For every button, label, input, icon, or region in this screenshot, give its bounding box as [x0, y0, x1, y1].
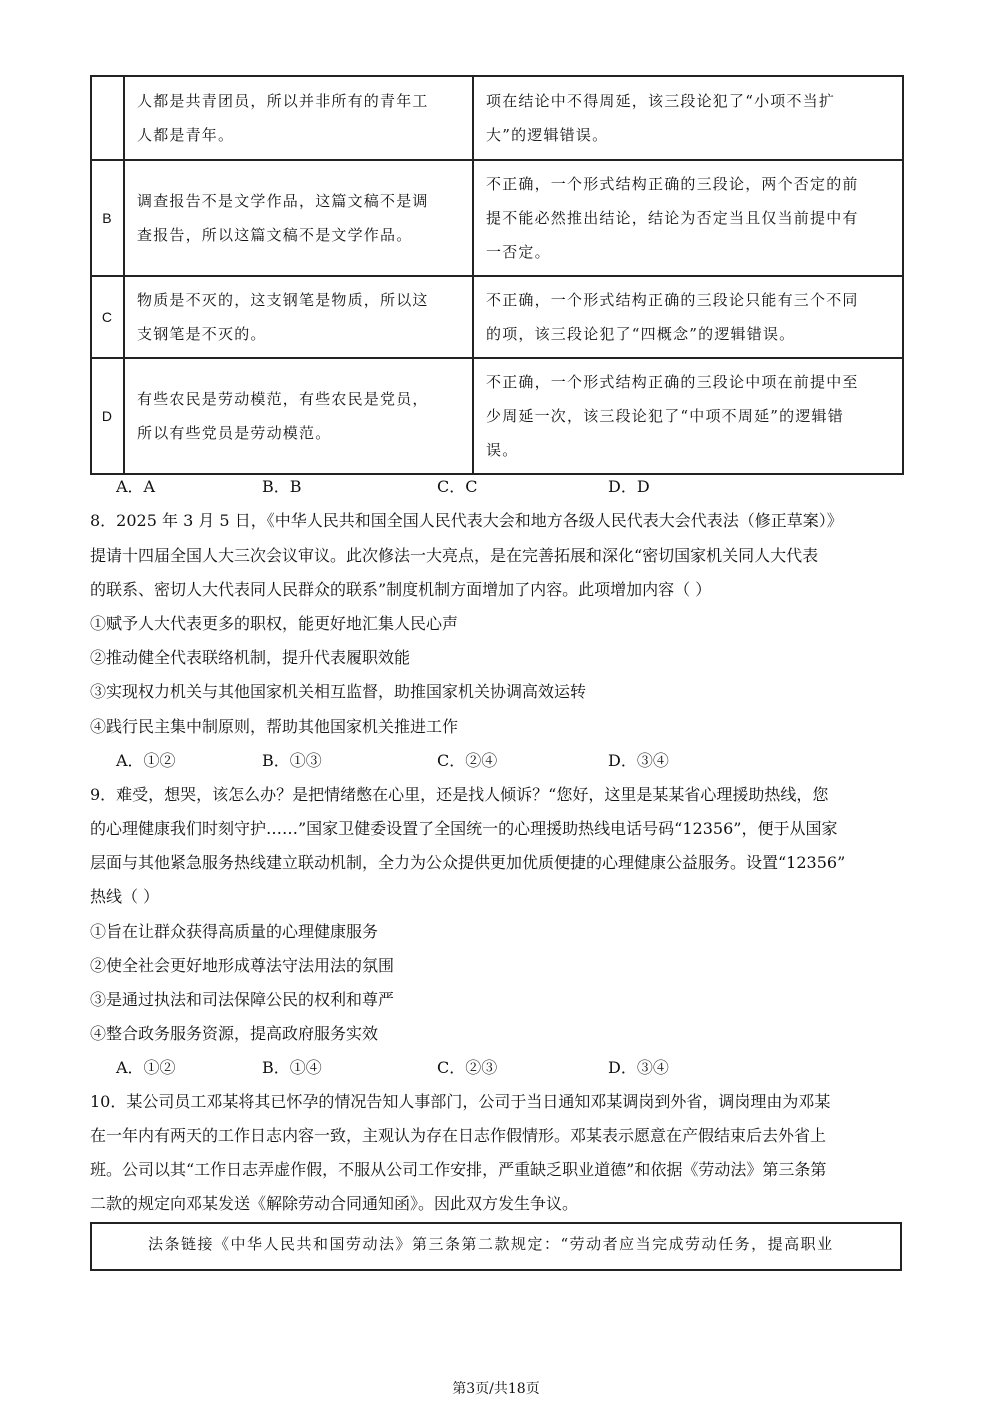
- option-d[interactable]: D．③④: [608, 1058, 669, 1077]
- q9-stem-line: 热线（ ）: [90, 887, 160, 906]
- analysis-line: 不正确，一个形式结构正确的三段论只能有三个不同: [486, 291, 859, 309]
- q9-item: ④整合政务服务资源，提高政府服务实效: [90, 1024, 379, 1043]
- q9-item: ②使全社会更好地形成尊法守法用法的氛围: [90, 956, 395, 975]
- analysis-cell: [473, 160, 903, 276]
- law-link-text: 法条链接《中华人民共和国劳动法》第三条第二款规定：“劳动者应当完成劳动任务，提高职业: [148, 1235, 834, 1253]
- analysis-line: 大”的逻辑错误。: [486, 126, 609, 144]
- argument-line: 人都是青年。: [137, 126, 235, 144]
- analysis-cell: [473, 358, 903, 474]
- row-label: D: [91, 358, 124, 474]
- analysis-line: 不正确，一个形式结构正确的三段论，两个否定的前: [486, 175, 859, 193]
- argument-cell: [124, 76, 473, 160]
- analysis-line: 不正确，一个形式结构正确的三段论中项在前提中至: [486, 373, 859, 391]
- table-row: [91, 358, 903, 474]
- analysis-line: 误。: [486, 441, 519, 459]
- row-label: B: [91, 160, 124, 276]
- row-label: [91, 76, 124, 160]
- analysis-line: 项在结论中不得周延，该三段论犯了“小项不当扩: [486, 92, 836, 110]
- q9-item: ③是通过执法和司法保障公民的权利和尊严: [90, 990, 395, 1009]
- q10-stem-line: 班。公司以其“工作日志弄虚作假，不服从公司工作安排，严重缺乏职业道德”和依据《劳动法》第三条第: [90, 1160, 827, 1179]
- q8-item: ③实现权力机关与其他国家机关相互监督，助推国家机关协调高效运转: [90, 682, 587, 701]
- option-a[interactable]: A．A: [116, 477, 156, 496]
- q9-stem-line: 层面与其他紧急服务热线建立联动机制，全力为公众提供更加优质便捷的心理健康公益服务。设置“12356”: [90, 853, 846, 872]
- option-a[interactable]: A．①②: [116, 751, 176, 770]
- q9-stem-line: 的心理健康我们时刻守护……”国家卫健委设置了全国统一的心理援助热线电话号码“12356”，便于从国家: [90, 819, 838, 838]
- option-b[interactable]: B．①③: [262, 751, 322, 770]
- analysis-line: 一否定。: [486, 243, 551, 261]
- option-c[interactable]: C．②③: [437, 1058, 498, 1077]
- q8-item: ④践行民主集中制原则，帮助其他国家机关推进工作: [90, 717, 459, 736]
- option-c[interactable]: C．②④: [437, 751, 498, 770]
- argument-cell: [124, 276, 473, 358]
- law-link-box: [90, 1222, 902, 1271]
- q9-item: ①旨在让群众获得高质量的心理健康服务: [90, 922, 379, 941]
- argument-line: 人都是共青团员，所以并非所有的青年工: [137, 92, 429, 110]
- q8-item: ①赋予人大代表更多的职权，能更好地汇集人民心声: [90, 614, 459, 633]
- argument-cell: [124, 358, 473, 474]
- argument-line: 所以有些党员是劳动模范。: [137, 424, 332, 442]
- q8-stem-line: 提请十四届全国人大三次会议审议。此次修法一大亮点，是在完善拓展和深化“密切国家机关同人大代表: [90, 546, 819, 565]
- q8-stem-line: 的联系、密切人大代表同人民群众的联系”制度机制方面增加了内容。此项增加内容（ ）: [90, 580, 712, 599]
- table-row: [91, 276, 903, 358]
- argument-line: 调查报告不是文学作品，这篇文稿不是调: [137, 192, 429, 210]
- q8-item: ②推动健全代表联络机制，提升代表履职效能: [90, 648, 411, 667]
- page-number: 第3页/共18页: [452, 1381, 540, 1397]
- option-c[interactable]: C．C: [437, 477, 478, 496]
- q10-stem-line: 10．某公司员工邓某将其已怀孕的情况告知人事部门，公司于当日通知邓某调岗到外省，调岗理由为邓某: [90, 1092, 831, 1111]
- analysis-line: 提不能必然推出结论，结论为否定当且仅当前提中有: [486, 209, 859, 227]
- q9-stem-line: 9．难受，想哭，该怎么办？是把情绪憋在心里，还是找人倾诉？“您好，这里是某某省心理援助热线，您: [90, 785, 829, 804]
- table-row: [91, 160, 903, 276]
- option-d[interactable]: D．③④: [608, 751, 669, 770]
- analysis-line: 少周延一次，该三段论犯了“中项不周延”的逻辑错: [486, 407, 844, 425]
- argument-cell: [124, 160, 473, 276]
- option-b[interactable]: B．B: [262, 477, 302, 496]
- q8-stem-line: 8．2025 年 3 月 5 日，《中华人民共和国全国人民代表大会和地方各级人民代表大会代表法（修正草案）》: [90, 511, 843, 530]
- argument-line: 支钢笔是不灭的。: [137, 325, 267, 343]
- analysis-cell: [473, 76, 903, 160]
- argument-line: 查报告，所以这篇文稿不是文学作品。: [137, 226, 413, 244]
- table-row: [91, 76, 903, 160]
- q10-stem-line: 二款的规定向邓某发送《解除劳动合同通知函》。因此双方发生争议。: [90, 1194, 579, 1213]
- q10-stem-line: 在一年内有两天的工作日志内容一致，主观认为存在日志作假情形。邓某表示愿意在产假结束后去外省上: [90, 1126, 827, 1145]
- analysis-line: 的项，该三段论犯了“四概念”的逻辑错误。: [486, 325, 796, 343]
- option-d[interactable]: D．D: [608, 477, 650, 496]
- argument-line: 有些农民是劳动模范，有些农民是党员，: [137, 390, 429, 408]
- option-b[interactable]: B．①④: [262, 1058, 322, 1077]
- argument-line: 物质是不灭的，这支钢笔是物质，所以这: [137, 291, 429, 309]
- row-label: C: [91, 276, 124, 358]
- syllogism-table: [90, 75, 904, 475]
- option-a[interactable]: A．①②: [116, 1058, 176, 1077]
- analysis-cell: [473, 276, 903, 358]
